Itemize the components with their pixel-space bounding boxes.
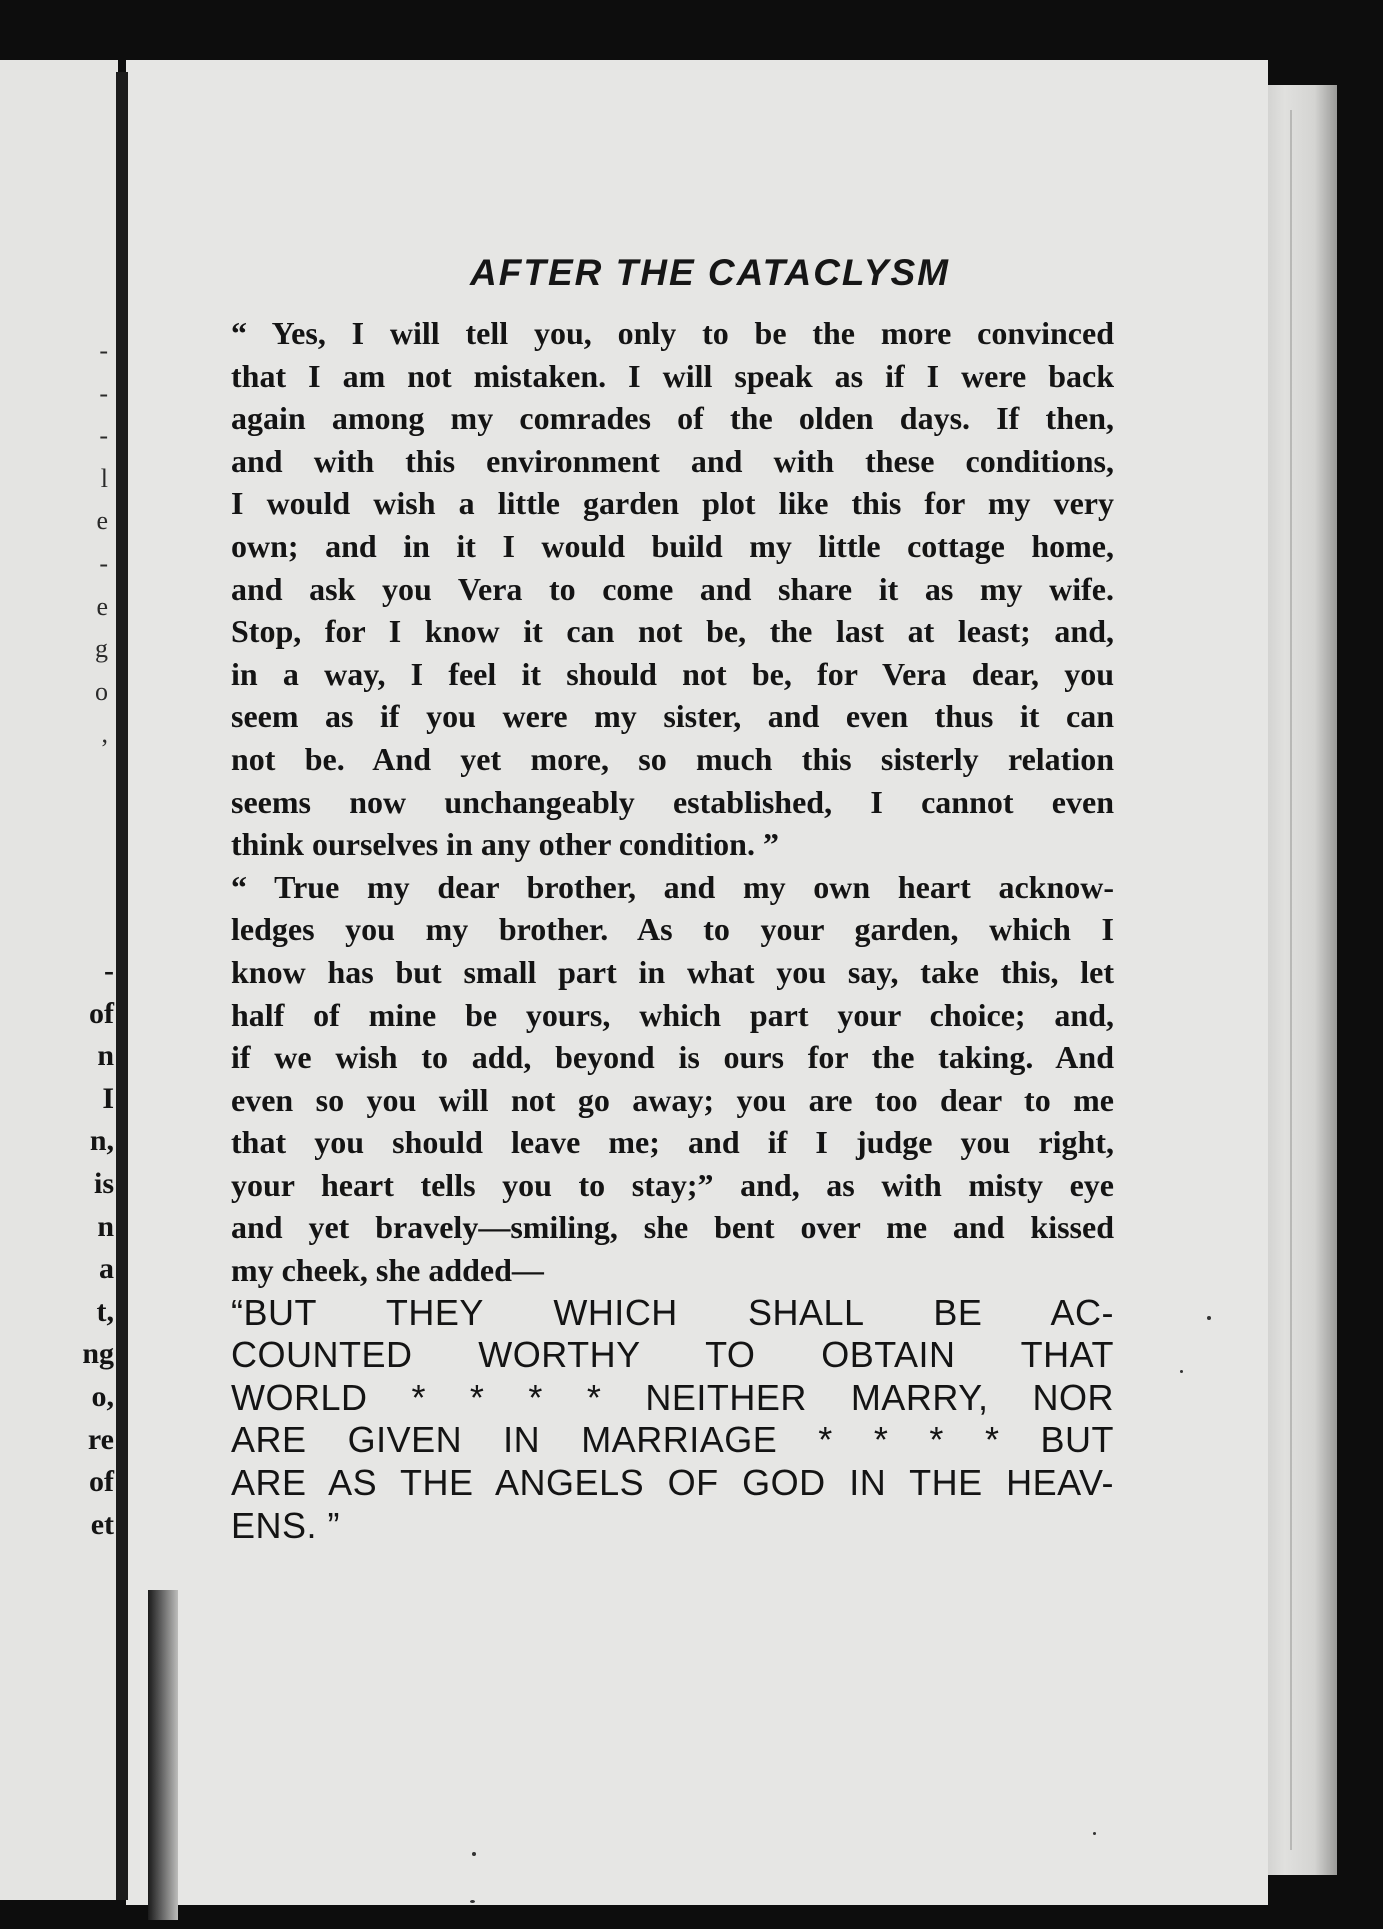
line-fragment: et xyxy=(90,1507,114,1541)
gutter-shadow xyxy=(148,1590,178,1920)
scripture-line: ARE AS THE ANGELS OF GOD IN THE HEAV- xyxy=(231,1462,1114,1504)
line-fragment: n xyxy=(97,1039,114,1073)
text-line: your heart tells you to stay;” and, as with misty eye xyxy=(231,1166,1114,1203)
text-line: again among my comrades of the olden days. If then, xyxy=(231,400,1114,437)
scan-speck xyxy=(470,1900,475,1903)
previous-page-line-ends-lower xyxy=(82,950,114,1546)
line-fragment: a xyxy=(99,1252,114,1286)
page-body-text xyxy=(231,312,1114,1547)
text-line: think ourselves in any other condition. ” xyxy=(231,826,779,863)
scan-speck xyxy=(472,1852,476,1856)
line-fragment: e xyxy=(96,506,108,536)
line-fragment: o xyxy=(95,676,108,706)
scan-speck xyxy=(1180,1370,1183,1373)
previous-page-sliver xyxy=(0,60,118,1900)
scripture-line: ENS. ” xyxy=(231,1504,341,1546)
scan-speck xyxy=(1093,1832,1096,1835)
text-line: seem as if you were my sister, and even thus it can xyxy=(231,698,1114,735)
line-fragment: of xyxy=(89,1465,114,1499)
scripture-line: COUNTED WORTHY TO OBTAIN THAT xyxy=(231,1334,1114,1376)
text-line: own; and in it I would build my little cottage home, xyxy=(231,527,1114,564)
text-line: Stop, for I know it can not be, the last at least; and, xyxy=(231,613,1114,650)
line-fragment: , xyxy=(101,719,108,749)
line-fragment: t, xyxy=(96,1294,114,1328)
line-fragment: I xyxy=(102,1081,114,1115)
text-line: my cheek, she added— xyxy=(231,1252,544,1289)
text-line: even so you will not go away; you are too dear to me xyxy=(231,1081,1114,1118)
text-line: “ Yes, I will tell you, only to be the more convinced xyxy=(231,315,1114,351)
text-line: know has but small part in what you say, take this, let xyxy=(231,953,1114,990)
line-fragment: - xyxy=(104,954,114,987)
text-line: not be. And yet more, so much this sisterly relation xyxy=(231,740,1114,777)
line-fragment: ng xyxy=(82,1337,114,1371)
line-fragment: is xyxy=(93,1166,114,1200)
text-line: I would wish a little garden plot like this for my very xyxy=(231,485,1114,522)
line-fragment: - xyxy=(99,378,108,408)
line-fragment: - xyxy=(99,548,108,578)
text-line: in a way, I feel it should not be, for Vera dear, you xyxy=(231,655,1114,692)
line-fragment: n, xyxy=(89,1124,114,1158)
text-line: and yet bravely—smiling, she bent over me and kissed xyxy=(231,1209,1114,1246)
book-gutter xyxy=(116,72,128,1900)
line-fragment: of xyxy=(89,996,114,1030)
text-line: that you should leave me; and if I judge you right, xyxy=(231,1124,1114,1161)
scripture-line: ARE GIVEN IN MARRIAGE * * * * BUT xyxy=(231,1419,1114,1461)
scan-speck xyxy=(1207,1316,1211,1320)
running-head: AFTER THE CATACLYSM xyxy=(470,252,950,293)
text-line: seems now unchangeably established, I cannot even xyxy=(231,783,1114,820)
text-line: and with this environment and with these conditions, xyxy=(231,442,1114,479)
line-fragment: l xyxy=(100,463,108,493)
text-line: if we wish to add, beyond is ours for the taking. And xyxy=(231,1039,1114,1076)
page-edge-stack xyxy=(1262,85,1337,1875)
line-fragment: - xyxy=(99,421,108,451)
text-line: that I am not mistaken. I will speak as if I were back xyxy=(231,357,1114,394)
line-fragment: n xyxy=(97,1209,114,1243)
text-line: and ask you Vera to come and share it as my wife. xyxy=(231,570,1114,607)
line-fragment: g xyxy=(95,634,108,664)
text-line: ledges you my brother. As to your garden, which I xyxy=(231,911,1114,948)
line-fragment: - xyxy=(99,336,108,365)
previous-page-line-ends-upper xyxy=(95,330,108,756)
page-edge-line xyxy=(1290,110,1292,1850)
line-fragment: re xyxy=(87,1422,114,1456)
scripture-line: WORLD * * * * NEITHER MARRY, NOR xyxy=(231,1376,1114,1418)
text-line: half of mine be yours, which part your choice; and, xyxy=(231,996,1114,1033)
line-fragment: o, xyxy=(91,1379,114,1413)
text-line: “ True my dear brother, and my own heart acknow- xyxy=(231,868,1114,905)
line-fragment: e xyxy=(96,591,108,621)
scripture-line: “BUT THEY WHICH SHALL BE AC- xyxy=(231,1291,1114,1333)
